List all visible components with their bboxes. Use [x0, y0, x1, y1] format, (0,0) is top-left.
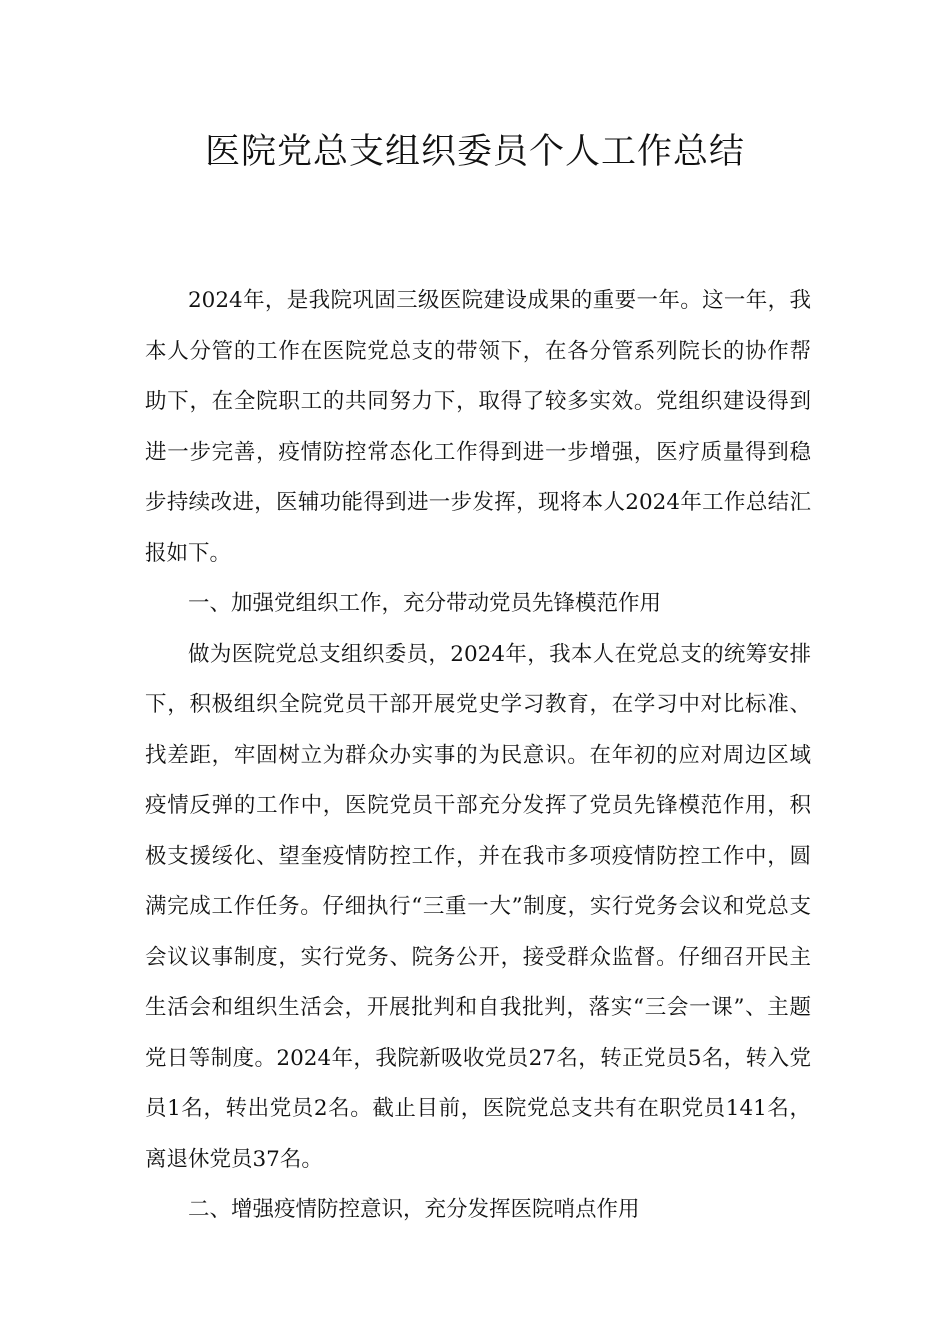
intro-paragraph: 2024年，是我院巩固三级医院建设成果的重要一年。这一年，我本人分管的工作在医院党总支的带领下，在各分管系列院长的协作帮助下，在全院职工的共同努力下，取得了较多实效。党组织建设得到进一步完善，疫情防控常态化工作得到进一步增强，医疗质量得到稳步持续改进，医辅功能得到进一步发挥，现将本人2024年工作总结汇报如下。	[145, 288, 812, 566]
document-body	[145, 276, 811, 1236]
section-1-paragraph: 做为医院党总支组织委员，2024年，我本人在党总支的统筹安排下，积极组织全院党员干部开展党史学习教育，在学习中对比标准、找差距，牢固树立为群众办实事的为民意识。在年初的应对周边区域疫情反弹的工作中，医院党员干部充分发挥了党员先锋模范作用，积极支援绥化、望奎疫情防控工作，并在我市多项疫情防控工作中，圆满完成工作任务。仔细执行“三重一大”制度，实行党务会议和党总支会议议事制度，实行党务、院务公开，接受群众监督。仔细召开民主生活会和组织生活会，开展批判和自我批判，落实“三会一课”、主题党日等制度。2024年，我院新吸收党员27名，转正党员5名，转入党员1名，转出党员2名。截止目前，医院党总支共有在职党员141名，离退休党员37名。	[145, 641, 811, 1172]
section-1-heading: 一、加强党组织工作，充分带动党员先锋模范作用	[188, 591, 662, 616]
document-title: 医院党总支组织委员个人工作总结	[204, 132, 745, 172]
section-2-heading: 二、增强疫情防控意识，充分发挥医院哨点作用	[188, 1197, 640, 1222]
